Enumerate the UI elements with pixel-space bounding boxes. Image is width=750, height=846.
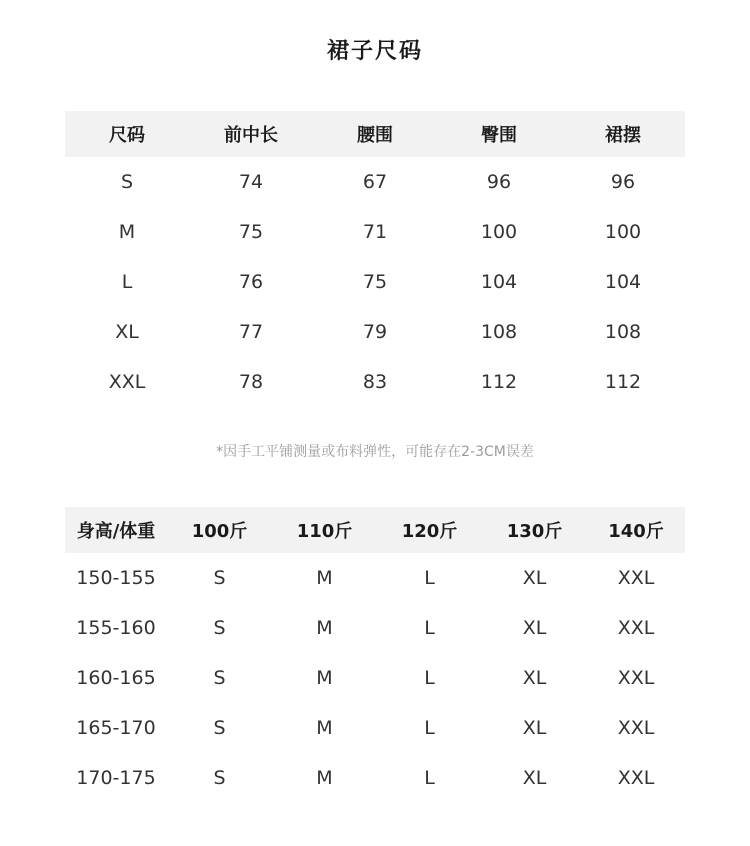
header-cell-front-length: 前中长 bbox=[189, 111, 313, 157]
table-cell: L bbox=[424, 717, 435, 739]
table-cell: XXL bbox=[617, 617, 655, 639]
table-row bbox=[65, 257, 685, 307]
table-cell: XXL bbox=[617, 667, 655, 689]
page-title: 裙子尺码 bbox=[326, 39, 423, 64]
table-cell: L bbox=[424, 667, 435, 689]
height-weight-fit-table bbox=[65, 507, 685, 803]
table-row bbox=[65, 603, 685, 653]
table-cell: S bbox=[120, 171, 134, 193]
table-cell: 75 bbox=[362, 271, 388, 293]
header-cell-weight-130: 130斤 bbox=[482, 507, 587, 553]
header-cell-weight-110: 110斤 bbox=[272, 507, 377, 553]
table-row bbox=[65, 207, 685, 257]
table-cell: L bbox=[424, 767, 435, 789]
table-cell: 67 bbox=[362, 171, 388, 193]
table-cell: L bbox=[424, 617, 435, 639]
table-row bbox=[65, 307, 685, 357]
table-row bbox=[65, 703, 685, 753]
table-cell: XL bbox=[522, 717, 547, 739]
table-cell: M bbox=[316, 567, 333, 589]
table-cell: 100 bbox=[480, 221, 518, 243]
table-cell: XXL bbox=[617, 767, 655, 789]
table-cell: 150-155 bbox=[76, 567, 156, 589]
table-header-row bbox=[65, 507, 685, 553]
table-cell: S bbox=[213, 717, 226, 739]
table-cell: S bbox=[213, 767, 226, 789]
table-cell: M bbox=[316, 617, 333, 639]
table-cell: 108 bbox=[480, 321, 518, 343]
table-cell: 112 bbox=[480, 371, 518, 393]
table-cell: XL bbox=[522, 667, 547, 689]
table-cell: M bbox=[316, 767, 333, 789]
table-cell: 96 bbox=[610, 171, 636, 193]
table-cell: XL bbox=[522, 767, 547, 789]
table-cell: S bbox=[213, 617, 226, 639]
table-cell: 100 bbox=[604, 221, 642, 243]
table-row bbox=[65, 753, 685, 803]
table-cell: 96 bbox=[486, 171, 512, 193]
table-cell: L bbox=[424, 567, 435, 589]
table-cell: 78 bbox=[238, 371, 264, 393]
table-cell: 77 bbox=[238, 321, 264, 343]
table-cell: 83 bbox=[362, 371, 388, 393]
table-cell: XL bbox=[522, 617, 547, 639]
table-cell: 104 bbox=[480, 271, 518, 293]
table-row bbox=[65, 357, 685, 407]
table-cell: 170-175 bbox=[76, 767, 156, 789]
header-cell-size: 尺码 bbox=[65, 111, 189, 157]
table-cell: XL bbox=[115, 321, 139, 343]
table-cell: 74 bbox=[238, 171, 264, 193]
table-row bbox=[65, 653, 685, 703]
table-cell: S bbox=[213, 567, 226, 589]
table-cell: 75 bbox=[238, 221, 264, 243]
table-row bbox=[65, 553, 685, 603]
table-header-row bbox=[65, 111, 685, 157]
table-cell: 71 bbox=[362, 221, 388, 243]
header-cell-weight-100: 100斤 bbox=[167, 507, 272, 553]
table-cell: 108 bbox=[604, 321, 642, 343]
table-cell: S bbox=[213, 667, 226, 689]
table-cell: 165-170 bbox=[76, 717, 156, 739]
table-cell: XL bbox=[522, 567, 547, 589]
table-cell: 104 bbox=[604, 271, 642, 293]
table-cell: XXL bbox=[617, 717, 655, 739]
table-cell: M bbox=[316, 717, 333, 739]
measurement-note: *因手工平铺测量或布料弹性，可能存在2-3CM误差 bbox=[216, 444, 534, 460]
table-cell: M bbox=[118, 221, 136, 243]
table-cell: M bbox=[316, 667, 333, 689]
table-cell: 112 bbox=[604, 371, 642, 393]
table-row bbox=[65, 157, 685, 207]
header-cell-hem: 裙摆 bbox=[561, 111, 685, 157]
header-cell-weight-120: 120斤 bbox=[377, 507, 482, 553]
table-cell: XXL bbox=[108, 371, 146, 393]
table-cell: L bbox=[121, 271, 133, 293]
table-cell: 155-160 bbox=[76, 617, 156, 639]
header-cell-hip: 臀围 bbox=[437, 111, 561, 157]
header-cell-waist: 腰围 bbox=[313, 111, 437, 157]
header-cell-height-weight: 身高/体重 bbox=[65, 507, 167, 553]
skirt-size-table bbox=[65, 111, 685, 407]
table-cell: 76 bbox=[238, 271, 264, 293]
header-cell-weight-140: 140斤 bbox=[587, 507, 685, 553]
table-cell: 160-165 bbox=[76, 667, 156, 689]
table-cell: XXL bbox=[617, 567, 655, 589]
table-cell: 79 bbox=[362, 321, 388, 343]
